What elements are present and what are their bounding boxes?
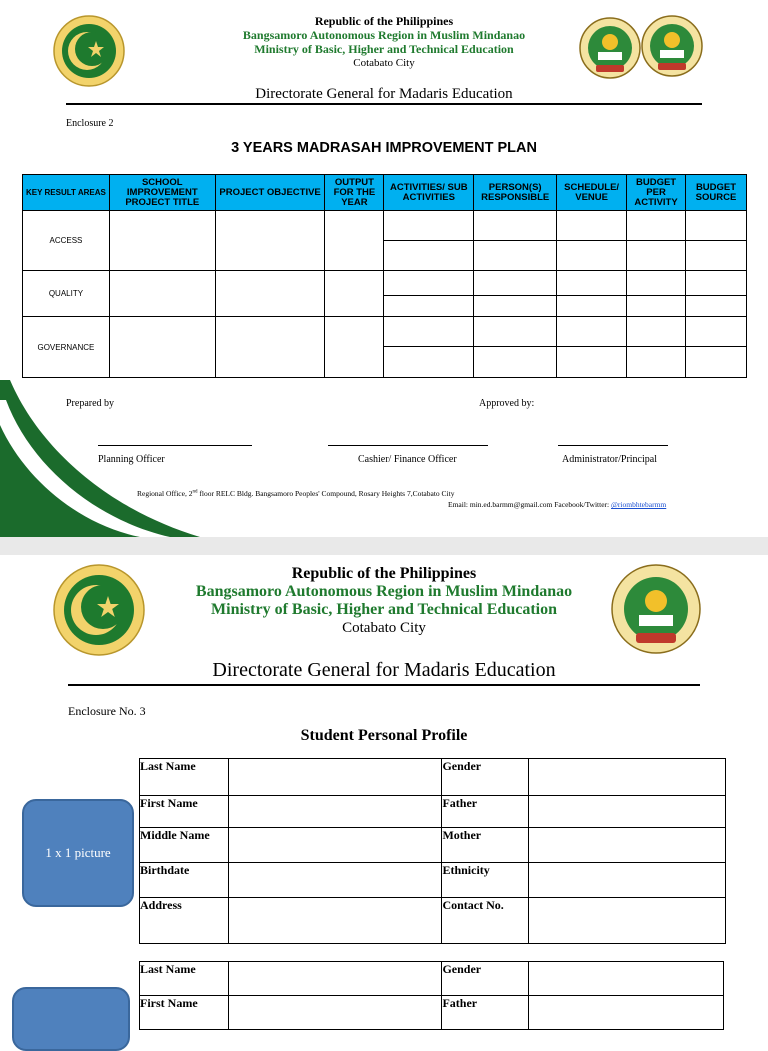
field-label: Mother xyxy=(442,828,529,863)
table-cell[interactable] xyxy=(557,271,627,296)
col-budget-source: BUDGET SOURCE xyxy=(686,175,747,211)
table-cell[interactable] xyxy=(325,317,384,378)
table-cell[interactable] xyxy=(627,241,686,271)
header-ministry: Ministry of Basic, Higher and Technical Education xyxy=(211,601,557,618)
improvement-plan-table xyxy=(22,174,747,378)
field-label: Last Name xyxy=(140,962,229,996)
table-cell[interactable] xyxy=(474,317,557,347)
prepared-by-label: Prepared by xyxy=(66,398,115,409)
field-label: Birthdate xyxy=(140,863,229,898)
table-cell[interactable] xyxy=(557,211,627,241)
middle-name-input[interactable] xyxy=(228,828,442,863)
header-city: Cotabato City xyxy=(353,57,415,69)
table-cell[interactable] xyxy=(557,317,627,347)
header-barmm: Bangsamoro Autonomous Region in Muslim Mindanao xyxy=(195,583,573,600)
header-ministry: Ministry of Basic, Higher and Technical Education xyxy=(254,42,514,56)
field-label: First Name xyxy=(140,796,229,828)
field-label: Gender xyxy=(442,962,529,996)
field-label: Contact No. xyxy=(442,898,529,944)
table-cell[interactable] xyxy=(384,241,474,271)
table-cell[interactable] xyxy=(686,271,747,296)
signatory-planning-officer: Planning Officer xyxy=(98,454,165,465)
father-input[interactable] xyxy=(529,996,724,1030)
table-cell[interactable] xyxy=(627,317,686,347)
table-cell[interactable] xyxy=(325,271,384,317)
col-key-result-areas: KEY RESULT AREAS xyxy=(23,175,110,211)
ministry-seal-logo-2 xyxy=(640,14,704,78)
header-republic: Republic of the Philippines xyxy=(291,565,477,582)
table-cell[interactable] xyxy=(474,211,557,241)
table-cell[interactable] xyxy=(109,317,215,378)
header-divider xyxy=(68,684,700,686)
gender-input[interactable] xyxy=(529,962,724,996)
approved-by-label: Approved by: xyxy=(479,398,535,409)
area-quality: QUALITY xyxy=(23,271,110,317)
table-cell[interactable] xyxy=(384,271,474,296)
signature-line-principal[interactable] xyxy=(558,445,668,446)
col-persons: PERSON(S) RESPONSIBLE xyxy=(474,175,557,211)
field-label: Middle Name xyxy=(140,828,229,863)
signature-line-planning[interactable] xyxy=(98,445,252,446)
enclosure-label: Enclosure No. 3 xyxy=(68,704,146,718)
student-profile-table-2 xyxy=(139,961,724,1030)
table-cell[interactable] xyxy=(325,211,384,271)
table-cell[interactable] xyxy=(686,347,747,378)
page-gap xyxy=(0,537,768,555)
table-cell[interactable] xyxy=(384,317,474,347)
table-cell[interactable] xyxy=(215,317,325,378)
footer-address: Regional Office, 2nd floor RELC Bldg. Bangsamoro Peoples' Compound, Rosary Heights 7,Cotabato City xyxy=(137,489,455,498)
col-project-title: SCHOOL IMPROVEMENT PROJECT TITLE xyxy=(109,175,215,211)
mother-input[interactable] xyxy=(529,828,726,863)
col-project-objective: PROJECT OBJECTIVE xyxy=(215,175,325,211)
social-handle-link[interactable]: @riombhtebarmm xyxy=(611,500,667,509)
col-output: OUTPUT FOR THE YEAR xyxy=(325,175,384,211)
signatory-cashier: Cashier/ Finance Officer xyxy=(358,454,457,465)
photo-placeholder-2[interactable] xyxy=(12,987,130,1051)
field-label: Ethnicity xyxy=(442,863,529,898)
first-name-input[interactable] xyxy=(228,796,442,828)
table-cell[interactable] xyxy=(474,241,557,271)
footer-contact: Email: min.ed.barmm@gmail.com Facebook/Twitter: @riombhtebarmm xyxy=(448,500,667,509)
col-activities: ACTIVITIES/ SUB ACTIVITIES xyxy=(384,175,474,211)
table-cell[interactable] xyxy=(627,347,686,378)
barmm-seal-logo xyxy=(52,14,126,88)
col-schedule: SCHEDULE/ VENUE xyxy=(557,175,627,211)
field-label: Father xyxy=(442,996,529,1030)
field-label: First Name xyxy=(140,996,229,1030)
photo-placeholder[interactable]: 1 x 1 picture xyxy=(22,799,134,907)
field-label: Gender xyxy=(442,759,529,796)
table-cell[interactable] xyxy=(384,347,474,378)
table-cell[interactable] xyxy=(627,271,686,296)
ministry-seal-logo xyxy=(578,16,642,80)
field-label: Father xyxy=(442,796,529,828)
last-name-input[interactable] xyxy=(228,759,442,796)
field-label: Address xyxy=(140,898,229,944)
directorate-title: Directorate General for Madaris Education xyxy=(212,659,556,681)
contact-input[interactable] xyxy=(529,898,726,944)
table-cell[interactable] xyxy=(557,296,627,317)
table-cell[interactable] xyxy=(384,211,474,241)
barmm-seal-logo xyxy=(52,563,146,657)
table-cell[interactable] xyxy=(215,211,325,271)
header-barmm: Bangsamoro Autonomous Region in Muslim Mindanao xyxy=(242,28,526,42)
table-cell[interactable] xyxy=(686,317,747,347)
table-cell[interactable] xyxy=(557,347,627,378)
table-cell[interactable] xyxy=(474,296,557,317)
father-input[interactable] xyxy=(529,796,726,828)
header-republic: Republic of the Philippines xyxy=(314,14,454,28)
table-cell[interactable] xyxy=(557,241,627,271)
table-cell[interactable] xyxy=(627,296,686,317)
ministry-seal-logo xyxy=(610,563,702,655)
student-profile-table xyxy=(139,758,726,944)
address-input[interactable] xyxy=(228,898,442,944)
signatory-principal: Administrator/Principal xyxy=(562,454,657,465)
area-governance: GOVERNANCE xyxy=(23,317,110,378)
table-cell[interactable] xyxy=(384,296,474,317)
directorate-title: Directorate General for Madaris Education xyxy=(255,86,513,102)
table-cell[interactable] xyxy=(474,347,557,378)
header-city: Cotabato City xyxy=(342,620,426,636)
table-cell[interactable] xyxy=(627,211,686,241)
profile-title: Student Personal Profile xyxy=(300,727,468,744)
ethnicity-input[interactable] xyxy=(529,863,726,898)
table-cell[interactable] xyxy=(109,211,215,271)
header-divider xyxy=(66,103,702,105)
table-cell[interactable] xyxy=(109,271,215,317)
field-label: Last Name xyxy=(140,759,229,796)
first-name-input[interactable] xyxy=(228,996,442,1030)
table-cell[interactable] xyxy=(686,296,747,317)
enclosure-label: Enclosure 2 xyxy=(66,118,114,129)
gender-input[interactable] xyxy=(529,759,726,796)
plan-title: 3 YEARS MADRASAH IMPROVEMENT PLAN xyxy=(231,140,537,156)
table-cell[interactable] xyxy=(686,241,747,271)
area-access: ACCESS xyxy=(23,211,110,271)
table-cell[interactable] xyxy=(474,271,557,296)
signature-line-cashier[interactable] xyxy=(328,445,488,446)
col-budget-per-activity: BUDGET PER ACTIVITY xyxy=(627,175,686,211)
last-name-input[interactable] xyxy=(228,962,442,996)
table-cell[interactable] xyxy=(686,211,747,241)
page-enclosure-3 xyxy=(0,555,768,1024)
table-cell[interactable] xyxy=(215,271,325,317)
birthdate-input[interactable] xyxy=(228,863,442,898)
